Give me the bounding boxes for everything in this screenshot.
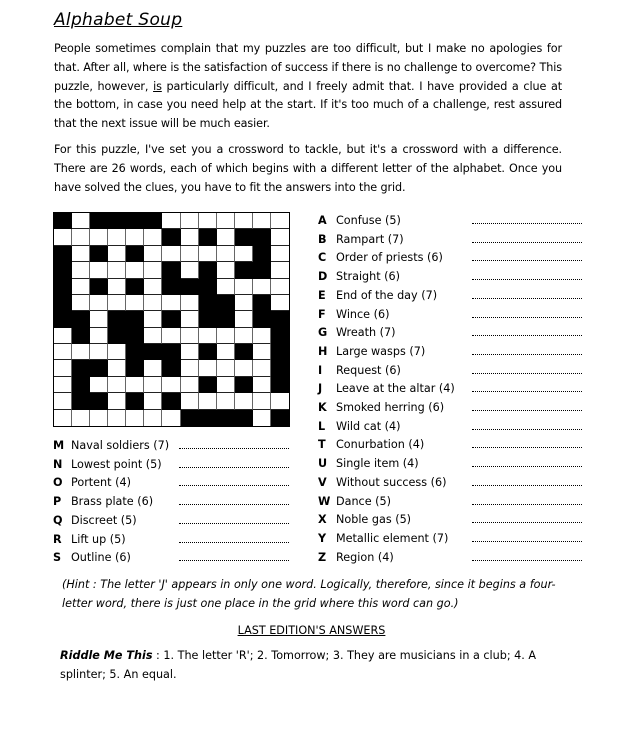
grid-cell-black	[235, 229, 253, 245]
grid-cell[interactable]	[72, 295, 90, 311]
grid-cell[interactable]	[181, 213, 199, 229]
answer-blank[interactable]	[472, 447, 582, 448]
clue-text: Portent (4)	[71, 476, 131, 490]
clue-text: Single item (4)	[336, 457, 419, 471]
clue-text: Confuse (5)	[336, 214, 401, 227]
clue-text: Metallic element (7)	[336, 531, 449, 545]
grid-cell[interactable]	[271, 262, 289, 278]
grid-cell-black	[199, 229, 217, 245]
grid-cell-black	[54, 262, 72, 278]
grid-cell-black	[235, 377, 253, 393]
clue-text: Wreath (7)	[336, 326, 396, 340]
clue-text: Request (6)	[336, 363, 401, 377]
grid-cell[interactable]	[72, 246, 90, 262]
clue-letter: X	[318, 513, 327, 527]
grid-cell[interactable]	[72, 229, 90, 245]
grid-cell-black	[235, 410, 253, 426]
answer-blank[interactable]	[472, 335, 582, 336]
clue-text: Large wasps (7)	[336, 344, 426, 358]
clue-text: Brass plate (6)	[71, 495, 154, 509]
clue-text: Order of priests (6)	[336, 251, 443, 265]
grid-cell-black	[126, 311, 144, 327]
clue-text: Wince (6)	[336, 307, 390, 321]
grid-cell[interactable]	[181, 377, 199, 393]
grid-cell[interactable]	[126, 377, 144, 393]
clue-letter: I	[318, 363, 323, 377]
grid-cell[interactable]	[54, 393, 72, 409]
page-title: Alphabet Soup	[54, 10, 183, 30]
grid-cell-black	[54, 311, 72, 327]
grid-cell[interactable]	[181, 344, 199, 360]
clue-letter: Y	[318, 531, 327, 545]
grid-cell[interactable]	[217, 393, 235, 409]
grid-cell-black	[90, 246, 108, 262]
grid-cell[interactable]	[253, 344, 271, 360]
grid-cell[interactable]	[54, 328, 72, 344]
grid-cell-black	[90, 360, 108, 376]
grid-cell[interactable]	[271, 246, 289, 262]
grid-cell[interactable]	[199, 393, 217, 409]
answer-blank[interactable]	[179, 560, 289, 561]
grid-cell[interactable]	[108, 410, 126, 426]
answer-blank[interactable]	[472, 298, 582, 299]
grid-cell[interactable]	[271, 295, 289, 311]
grid-cell[interactable]	[90, 344, 108, 360]
grid-cell[interactable]	[72, 279, 90, 295]
grid-cell[interactable]	[181, 246, 199, 262]
answer-blank[interactable]	[472, 354, 582, 355]
grid-cell-black	[108, 311, 126, 327]
clue-letter: R	[53, 532, 62, 546]
grid-cell[interactable]	[253, 213, 271, 229]
grid-cell[interactable]	[181, 262, 199, 278]
clue-letter: K	[318, 401, 327, 414]
grid-cell[interactable]	[181, 229, 199, 245]
answer-blank[interactable]	[472, 485, 582, 486]
answer-blank[interactable]	[179, 523, 289, 524]
clue-letter: S	[53, 551, 62, 565]
clue-text: Smoked herring (6)	[336, 401, 445, 414]
answer-blank[interactable]	[472, 391, 582, 392]
grid-cell[interactable]	[90, 377, 108, 393]
grid-cell[interactable]	[90, 295, 108, 311]
clue-text: Straight (6)	[336, 270, 401, 284]
clue-letter: A	[318, 214, 327, 227]
grid-cell-black	[90, 279, 108, 295]
grid-cell[interactable]	[90, 262, 108, 278]
answer-blank[interactable]	[472, 541, 582, 542]
grid-cell-black	[126, 213, 144, 229]
grid-cell[interactable]	[162, 246, 180, 262]
grid-cell[interactable]	[235, 360, 253, 376]
grid-cell-black	[72, 393, 90, 409]
grid-cell[interactable]	[126, 262, 144, 278]
clue-letter: J	[318, 382, 323, 396]
grid-cell[interactable]	[181, 311, 199, 327]
grid-cell[interactable]	[217, 279, 235, 295]
grid-cell[interactable]	[144, 360, 162, 376]
answer-blank[interactable]	[179, 504, 289, 505]
answer-blank[interactable]	[179, 467, 289, 468]
grid-cell[interactable]	[271, 279, 289, 295]
grid-cell[interactable]	[235, 295, 253, 311]
grid-cell[interactable]	[72, 410, 90, 426]
grid-cell[interactable]	[217, 262, 235, 278]
clue-text: Conurbation (4)	[336, 438, 425, 452]
grid-cell-black	[181, 279, 199, 295]
grid-cell-black	[126, 279, 144, 295]
grid-cell-black	[162, 229, 180, 245]
clue-text: Noble gas (5)	[336, 513, 412, 527]
grid-cell-black	[271, 328, 289, 344]
grid-cell[interactable]	[271, 213, 289, 229]
grid-cell-black	[199, 344, 217, 360]
grid-cell-black	[199, 377, 217, 393]
grid-cell-black	[90, 213, 108, 229]
grid-cell[interactable]	[144, 295, 162, 311]
grid-cell-black	[162, 279, 180, 295]
clue-letter: T	[318, 438, 326, 452]
grid-cell[interactable]	[217, 360, 235, 376]
clue-letter: W	[318, 494, 331, 508]
grid-cell-black	[126, 393, 144, 409]
grid-cell-black	[108, 213, 126, 229]
clue-text: Region (4)	[336, 550, 394, 564]
clue-letter: Z	[318, 550, 327, 564]
grid-cell[interactable]	[108, 262, 126, 278]
grid-cell-black	[126, 360, 144, 376]
intro-text-before: People sometimes complain that my puzzles are too difficult, but I make no apologies for that. After all, where is the satisfaction of success if there is no challenge to overcome? This puzzle, however,	[54, 42, 562, 93]
clue-letter: U	[318, 457, 328, 471]
grid-cell-black	[199, 295, 217, 311]
intro-emphasis: is	[153, 79, 162, 93]
intro-text-after: particularly difficult, and I freely admit that. I have provided a clue at the bottom, in case you need help at the start. If it's too much of a challenge, rest assured that the next issue will be much easier.	[54, 79, 562, 131]
grid-cell-black	[217, 311, 235, 327]
grid-cell[interactable]	[271, 229, 289, 245]
answer-blank[interactable]	[472, 504, 582, 505]
grid-cell[interactable]	[144, 246, 162, 262]
grid-cell[interactable]	[217, 213, 235, 229]
grid-cell[interactable]	[72, 262, 90, 278]
grid-cell-black	[126, 328, 144, 344]
answers-heading: LAST EDITION'S ANSWERS	[237, 624, 386, 637]
grid-cell-black	[162, 311, 180, 327]
answers-block	[60, 647, 580, 684]
grid-cell-black	[271, 344, 289, 360]
grid-cell[interactable]	[108, 246, 126, 262]
answer-blank[interactable]	[179, 542, 289, 543]
grid-cell[interactable]	[181, 360, 199, 376]
grid-cell-black	[108, 328, 126, 344]
grid-cell[interactable]	[253, 410, 271, 426]
grid-cell-black	[181, 410, 199, 426]
grid-cell[interactable]	[235, 311, 253, 327]
answer-blank[interactable]	[472, 223, 582, 224]
grid-cell[interactable]	[162, 295, 180, 311]
grid-cell-black	[54, 213, 72, 229]
clue-letter: H	[318, 344, 328, 358]
grid-cell[interactable]	[108, 344, 126, 360]
clue-letter: V	[318, 475, 327, 489]
grid-cell[interactable]	[108, 393, 126, 409]
clue-text: Lowest point (5)	[71, 457, 162, 471]
grid-cell[interactable]	[72, 344, 90, 360]
grid-cell[interactable]	[235, 328, 253, 344]
clue-letter: B	[318, 232, 327, 246]
grid-cell[interactable]	[144, 311, 162, 327]
clue-text: Rampart (7)	[336, 232, 404, 246]
grid-cell-black	[90, 393, 108, 409]
grid-cell-black	[126, 344, 144, 360]
grid-cell[interactable]	[217, 344, 235, 360]
grid-cell[interactable]	[54, 229, 72, 245]
grid-cell[interactable]	[253, 360, 271, 376]
grid-cell[interactable]	[144, 262, 162, 278]
grid-cell[interactable]	[144, 229, 162, 245]
grid-cell-black	[162, 360, 180, 376]
clue-letter: F	[318, 307, 326, 321]
grid-cell-black	[199, 279, 217, 295]
clue-letter: N	[53, 457, 63, 471]
clue-letter: M	[53, 439, 65, 452]
grid-cell-black	[271, 410, 289, 426]
grid-cell[interactable]	[108, 360, 126, 376]
grid-cell-black	[72, 311, 90, 327]
clue-text: Naval soldiers (7)	[71, 439, 170, 452]
answer-blank[interactable]	[472, 560, 582, 561]
grid-cell[interactable]	[217, 377, 235, 393]
clue-text: Dance (5)	[336, 494, 391, 508]
grid-cell[interactable]	[181, 328, 199, 344]
grid-cell-black	[54, 246, 72, 262]
grid-cell-black	[217, 295, 235, 311]
grid-cell-black	[235, 344, 253, 360]
grid-cell-black	[72, 328, 90, 344]
grid-cell[interactable]	[144, 328, 162, 344]
grid-cell[interactable]	[235, 279, 253, 295]
grid-cell-black	[162, 344, 180, 360]
grid-cell[interactable]	[217, 229, 235, 245]
grid-cell-black	[162, 262, 180, 278]
grid-cell[interactable]	[217, 246, 235, 262]
grid-cell[interactable]	[108, 377, 126, 393]
grid-cell[interactable]	[144, 377, 162, 393]
clue-text: Lift up (5)	[71, 532, 126, 546]
clue-text: End of the day (7)	[336, 288, 438, 302]
grid-cell-black	[253, 295, 271, 311]
grid-cell[interactable]	[108, 229, 126, 245]
clue-letter: Q	[53, 513, 63, 527]
answer-blank[interactable]	[472, 522, 582, 523]
grid-cell[interactable]	[126, 229, 144, 245]
grid-cell-black	[54, 295, 72, 311]
grid-cell-black	[72, 377, 90, 393]
grid-cell-black	[253, 311, 271, 327]
grid-cell[interactable]	[162, 377, 180, 393]
answer-blank[interactable]	[179, 485, 289, 486]
answer-blank[interactable]	[472, 260, 582, 261]
grid-cell[interactable]	[90, 410, 108, 426]
answers-text: 1. The letter 'R'; 2. Tomorrow; 3. They are musicians in a club; 4. A splinter; 5. An equal.	[60, 649, 537, 681]
grid-cell[interactable]	[126, 410, 144, 426]
grid-cell-black	[271, 360, 289, 376]
answer-blank[interactable]	[472, 373, 582, 374]
clue-letter: D	[318, 270, 328, 284]
answer-blank[interactable]	[472, 466, 582, 467]
grid-cell[interactable]	[72, 213, 90, 229]
grid-cell[interactable]	[144, 410, 162, 426]
grid-cell-black	[199, 410, 217, 426]
grid-cell[interactable]	[199, 246, 217, 262]
grid-cell-black	[235, 262, 253, 278]
grid-cell[interactable]	[162, 410, 180, 426]
clue-letter: G	[318, 326, 328, 340]
grid-cell-black	[253, 262, 271, 278]
clue-letter: L	[318, 419, 326, 433]
grid-cell-black	[199, 311, 217, 327]
grid-cell[interactable]	[253, 393, 271, 409]
grid-cell-black	[199, 262, 217, 278]
hint-text: (Hint : The letter 'J' appears in only one word. Logically, therefore, since it begins a four-letter word, there is just one place in the grid where this word can go.)	[62, 578, 556, 610]
answer-blank[interactable]	[472, 429, 582, 430]
grid-cell[interactable]	[181, 295, 199, 311]
grid-cell[interactable]	[217, 328, 235, 344]
clue-text: Wild cat (4)	[336, 419, 401, 433]
grid-cell[interactable]	[90, 328, 108, 344]
grid-cell-black	[72, 360, 90, 376]
answers-label: Riddle Me This	[60, 649, 153, 662]
crossword-grid	[53, 212, 290, 427]
grid-cell[interactable]	[181, 393, 199, 409]
clue-text: Outline (6)	[71, 551, 131, 565]
clue-text: Without success (6)	[336, 475, 447, 489]
grid-cell-black	[253, 246, 271, 262]
grid-cell-black	[126, 246, 144, 262]
clue-letter: O	[53, 476, 63, 490]
grid-cell[interactable]	[253, 279, 271, 295]
grid-cell[interactable]	[54, 410, 72, 426]
grid-cell[interactable]	[126, 295, 144, 311]
grid-cell[interactable]	[90, 311, 108, 327]
grid-cell[interactable]	[199, 213, 217, 229]
answer-blank[interactable]	[472, 410, 582, 411]
grid-cell[interactable]	[235, 246, 253, 262]
grid-cell-black	[253, 229, 271, 245]
answer-blank[interactable]	[472, 279, 582, 280]
grid-cell[interactable]	[162, 213, 180, 229]
answer-blank[interactable]	[472, 317, 582, 318]
grid-cell-black	[217, 410, 235, 426]
clue-letter: P	[53, 495, 62, 509]
answer-blank[interactable]	[179, 448, 289, 449]
grid-cell[interactable]	[54, 344, 72, 360]
grid-cell[interactable]	[108, 295, 126, 311]
grid-cell-black	[144, 213, 162, 229]
grid-cell-black	[271, 377, 289, 393]
grid-cell[interactable]	[253, 377, 271, 393]
answer-blank[interactable]	[472, 242, 582, 243]
grid-cell[interactable]	[199, 328, 217, 344]
grid-cell-black	[271, 311, 289, 327]
clue-letter: C	[318, 251, 327, 265]
grid-cell[interactable]	[235, 213, 253, 229]
grid-cell[interactable]	[271, 393, 289, 409]
answers-separator: :	[152, 649, 164, 662]
grid-cell[interactable]	[253, 328, 271, 344]
grid-cell[interactable]	[235, 393, 253, 409]
grid-cell[interactable]	[199, 360, 217, 376]
intro-paragraph-2: For this puzzle, I've set you a crossword to tackle, but it's a crossword with a difference. There are 26 words, each of which begins with a different letter of the alphabet. Once you have solved the clues, you have to fit the answers into the grid.	[54, 143, 562, 194]
grid-cell[interactable]	[90, 229, 108, 245]
grid-cell-black	[144, 344, 162, 360]
grid-cell[interactable]	[108, 279, 126, 295]
grid-cell-black	[162, 393, 180, 409]
grid-cell[interactable]	[54, 360, 72, 376]
grid-cell[interactable]	[144, 393, 162, 409]
grid-cell[interactable]	[162, 328, 180, 344]
grid-cell[interactable]	[144, 279, 162, 295]
clue-text: Leave at the altar (4)	[336, 382, 455, 396]
intro-paragraph-1	[54, 40, 562, 134]
clue-letter: E	[318, 288, 326, 302]
clue-text: Discreet (5)	[71, 513, 137, 527]
grid-cell[interactable]	[54, 377, 72, 393]
grid-cell-black	[54, 279, 72, 295]
